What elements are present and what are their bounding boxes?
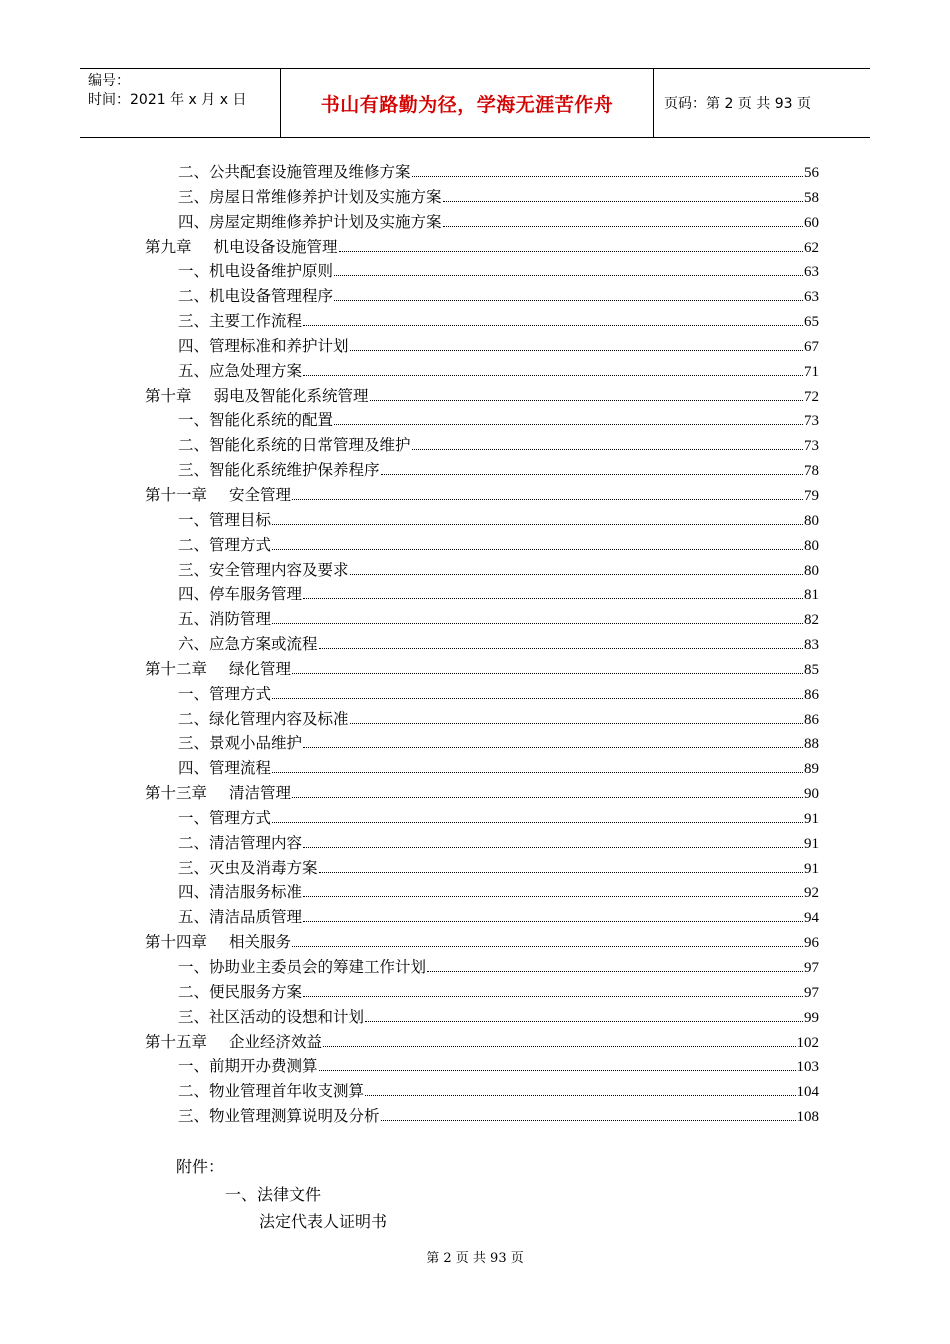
toc-entry-label: 三、灭虫及消毒方案	[178, 858, 318, 877]
toc-leader-dots	[350, 723, 803, 724]
toc-page-number: 92	[804, 885, 819, 902]
toc-page-number: 102	[796, 1034, 819, 1051]
toc-page-number: 104	[796, 1084, 819, 1101]
toc-chapter-title: 清洁管理	[229, 784, 292, 803]
toc-leader-dots	[412, 449, 803, 450]
toc-chapter-title: 弱电及智能化系统管理	[213, 386, 369, 405]
toc-page-number: 79	[804, 487, 819, 504]
toc-entry-label: 四、房屋定期维修养护计划及实施方案	[178, 212, 442, 231]
toc-page-number: 97	[804, 984, 819, 1001]
toc-section-row[interactable]	[145, 980, 819, 1005]
toc-leader-dots	[350, 574, 803, 575]
toc-page-number: 99	[804, 1009, 819, 1026]
toc-section-row[interactable]	[145, 458, 819, 483]
toc-entry-label: 五、消防管理	[178, 610, 272, 629]
header-meta	[80, 69, 281, 137]
toc-section-row[interactable]	[145, 210, 819, 235]
toc-leader-dots	[292, 499, 803, 500]
toc-entry-label: 三、物业管理测算说明及分析	[178, 1107, 380, 1126]
toc-entry-label: 三、安全管理内容及要求	[178, 560, 349, 579]
toc-leader-dots	[303, 598, 803, 599]
toc-chapter-title: 安全管理	[229, 485, 292, 504]
toc-leader-dots	[303, 921, 803, 922]
toc-page-number: 67	[804, 338, 819, 355]
toc-chapter-number: 第十四章	[145, 933, 208, 952]
toc-section-row[interactable]	[145, 185, 819, 210]
toc-section-row[interactable]	[145, 359, 819, 384]
toc-leader-dots	[443, 226, 803, 227]
toc-section-row[interactable]	[145, 433, 819, 458]
toc-leader-dots	[370, 400, 803, 401]
toc-leader-dots	[303, 325, 803, 326]
header-motto: 书山有路勤为径，学海无涯苦作舟	[281, 69, 654, 137]
toc-page-number: 62	[804, 239, 819, 256]
toc-leader-dots	[319, 648, 803, 649]
toc-leader-dots	[334, 275, 803, 276]
toc-section-row[interactable]	[145, 408, 819, 433]
toc-leader-dots	[303, 747, 803, 748]
toc-leader-dots	[272, 698, 803, 699]
toc-page-number: 97	[804, 960, 819, 976]
attachments-title: 附件：	[176, 1157, 225, 1176]
toc-page-number: 89	[804, 761, 819, 778]
toc-page-number: 65	[804, 314, 819, 331]
toc-section-row[interactable]	[145, 1054, 819, 1079]
toc-section-row[interactable]	[145, 856, 819, 881]
toc-entry-label: 四、停车服务管理	[178, 585, 303, 604]
toc-page-number: 56	[804, 165, 819, 181]
toc-chapter-row[interactable]	[145, 781, 819, 806]
toc-leader-dots	[303, 996, 803, 997]
toc-leader-dots	[272, 549, 803, 550]
toc-chapter-number: 第十章	[145, 386, 192, 405]
toc-chapter-title: 企业经济效益	[229, 1032, 323, 1051]
toc-page-number: 88	[804, 736, 819, 753]
toc-chapter-title: 相关服务	[229, 933, 292, 952]
toc-leader-dots	[303, 896, 803, 897]
toc-page-number: 72	[804, 388, 819, 405]
toc-leader-dots	[334, 424, 803, 425]
toc-entry-label: 一、管理方式	[178, 808, 272, 827]
toc-entry-label: 一、机电设备维护原则	[178, 262, 334, 281]
toc-leader-dots	[443, 201, 803, 202]
toc-section-row[interactable]	[145, 756, 819, 781]
table-of-contents	[145, 160, 819, 1129]
toc-entry-label	[145, 235, 338, 257]
toc-entry-label: 一、前期开办费测算	[178, 1057, 318, 1076]
toc-entry-label: 六、应急方案或流程	[178, 635, 318, 654]
toc-page-number: 91	[804, 835, 819, 852]
toc-page-number: 71	[804, 363, 819, 380]
toc-page-number: 81	[804, 587, 819, 604]
toc-section-row[interactable]	[145, 259, 819, 284]
toc-entry-label: 一、智能化系统的配置	[178, 411, 334, 430]
toc-section-row[interactable]	[145, 1104, 819, 1129]
toc-leader-dots	[323, 1046, 795, 1047]
toc-leader-dots	[381, 474, 803, 475]
toc-entry-label: 四、管理流程	[178, 759, 272, 778]
toc-chapter-row[interactable]	[145, 384, 819, 409]
toc-section-row[interactable]	[145, 1005, 819, 1030]
toc-entry-label: 二、智能化系统的日常管理及维护	[178, 436, 411, 455]
toc-section-row[interactable]	[145, 831, 819, 856]
toc-entry-label: 二、清洁管理内容	[178, 833, 303, 852]
toc-leader-dots	[292, 673, 803, 674]
toc-page-number: 86	[804, 711, 819, 728]
toc-section-row[interactable]	[145, 806, 819, 831]
toc-entry-label	[145, 384, 369, 406]
toc-section-row[interactable]	[145, 1079, 819, 1104]
toc-entry-label: 二、物业管理首年收支测算	[178, 1082, 365, 1101]
toc-entry-label: 二、管理方式	[178, 535, 272, 554]
page-footer: 第 2 页 共 93 页	[426, 1251, 524, 1266]
toc-leader-dots	[319, 1070, 796, 1071]
page-header	[80, 68, 870, 138]
toc-section-row[interactable]	[145, 582, 819, 607]
toc-page-number: 83	[804, 637, 819, 654]
toc-leader-dots	[381, 1120, 796, 1121]
toc-section-row[interactable]	[145, 707, 819, 732]
toc-chapter-number: 第十五章	[145, 1032, 208, 1051]
toc-chapter-number: 第九章	[145, 237, 192, 256]
toc-entry-label	[145, 930, 291, 952]
toc-entry-label	[145, 483, 291, 505]
toc-page-number: 63	[804, 264, 819, 281]
header-page-info: 页码：第 2 页 共 93 页	[664, 96, 811, 112]
toc-page-number: 91	[804, 860, 819, 877]
toc-section-row[interactable]	[145, 731, 819, 756]
toc-leader-dots	[350, 350, 803, 351]
toc-leader-dots	[303, 847, 803, 848]
toc-chapter-row[interactable]	[145, 657, 819, 682]
toc-entry-label: 三、景观小品维护	[178, 734, 303, 753]
toc-entry-label: 三、社区活动的设想和计划	[178, 1007, 365, 1026]
toc-section-row[interactable]	[145, 309, 819, 334]
toc-entry-label: 五、清洁品质管理	[178, 908, 303, 927]
toc-section-row[interactable]	[145, 284, 819, 309]
toc-chapter-number: 第十三章	[145, 784, 208, 803]
attachment-item-legal-rep-certificate: 法定代表人证明书	[259, 1212, 388, 1231]
toc-chapter-row[interactable]	[145, 235, 819, 260]
toc-section-row[interactable]	[145, 558, 819, 583]
toc-chapter-title: 机电设备设施管理	[213, 237, 338, 256]
toc-page-number: 103	[796, 1059, 819, 1076]
toc-page-number: 80	[804, 512, 819, 529]
toc-entry-label: 二、便民服务方案	[178, 982, 303, 1001]
toc-entry-label	[145, 1030, 322, 1052]
toc-leader-dots	[272, 524, 803, 525]
toc-leader-dots	[292, 797, 803, 798]
toc-entry-label: 二、绿化管理内容及标准	[178, 709, 349, 728]
toc-entry-label: 四、清洁服务标准	[178, 883, 303, 902]
toc-chapter-row[interactable]	[145, 930, 819, 955]
toc-entry-label: 二、机电设备管理程序	[178, 287, 334, 306]
toc-section-row[interactable]	[145, 905, 819, 930]
toc-chapter-title: 绿化管理	[229, 659, 292, 678]
toc-page-number: 96	[804, 935, 819, 952]
toc-page-number: 86	[804, 686, 819, 703]
toc-leader-dots	[339, 251, 803, 252]
toc-chapter-number: 第十一章	[145, 485, 208, 504]
toc-page-number: 82	[804, 612, 819, 629]
toc-leader-dots	[412, 176, 803, 177]
toc-page-number: 73	[804, 413, 819, 430]
toc-leader-dots	[272, 822, 803, 823]
attachment-item-legal-documents: 一、法律文件	[225, 1185, 322, 1204]
toc-section-row[interactable]	[145, 160, 819, 185]
toc-page-number: 85	[804, 661, 819, 678]
toc-leader-dots	[334, 300, 803, 301]
toc-section-row[interactable]	[145, 334, 819, 359]
toc-page-number: 90	[804, 786, 819, 803]
toc-entry-label: 一、管理方式	[178, 684, 272, 703]
toc-section-row[interactable]	[145, 682, 819, 707]
toc-section-row[interactable]	[145, 533, 819, 558]
toc-section-row[interactable]	[145, 632, 819, 657]
toc-entry-label: 三、房屋日常维修养护计划及实施方案	[178, 187, 442, 206]
toc-chapter-row[interactable]	[145, 1030, 819, 1055]
toc-page-number: 80	[804, 537, 819, 554]
toc-entry-label: 五、应急处理方案	[178, 361, 303, 380]
toc-section-row[interactable]	[145, 508, 819, 533]
toc-entry-label: 二、公共配套设施管理及维修方案	[178, 163, 411, 181]
toc-entry-label: 一、协助业主委员会的筹建工作计划	[178, 958, 427, 976]
toc-chapter-row[interactable]	[145, 483, 819, 508]
toc-page-number: 91	[804, 810, 819, 827]
toc-entry-label	[145, 781, 291, 803]
toc-leader-dots	[319, 872, 803, 873]
toc-page-number: 73	[804, 438, 819, 455]
toc-section-row[interactable]	[145, 880, 819, 905]
toc-leader-dots	[427, 971, 803, 972]
header-time-label: 时间：2021 年 x 月 x 日	[88, 92, 247, 108]
toc-page-number: 58	[804, 189, 819, 206]
toc-leader-dots	[272, 623, 803, 624]
toc-leader-dots	[292, 946, 803, 947]
toc-entry-label: 一、管理目标	[178, 510, 272, 529]
toc-entry-label: 四、管理标准和养护计划	[178, 336, 349, 355]
toc-entry-label: 三、主要工作流程	[178, 312, 303, 331]
toc-page-number: 60	[804, 214, 819, 231]
toc-leader-dots	[365, 1095, 795, 1096]
toc-section-row[interactable]	[145, 607, 819, 632]
toc-section-row[interactable]	[145, 955, 819, 980]
toc-page-number: 80	[804, 562, 819, 579]
header-number-label: 编号：	[88, 73, 130, 89]
toc-entry-label	[145, 657, 291, 679]
toc-leader-dots	[303, 375, 803, 376]
toc-page-number: 94	[804, 910, 819, 927]
toc-page-number: 63	[804, 289, 819, 306]
toc-leader-dots	[365, 1021, 803, 1022]
toc-leader-dots	[272, 772, 803, 773]
toc-page-number: 108	[796, 1109, 819, 1126]
toc-chapter-number: 第十二章	[145, 659, 208, 678]
toc-page-number: 78	[804, 463, 819, 480]
toc-entry-label: 三、智能化系统维护保养程序	[178, 461, 380, 480]
